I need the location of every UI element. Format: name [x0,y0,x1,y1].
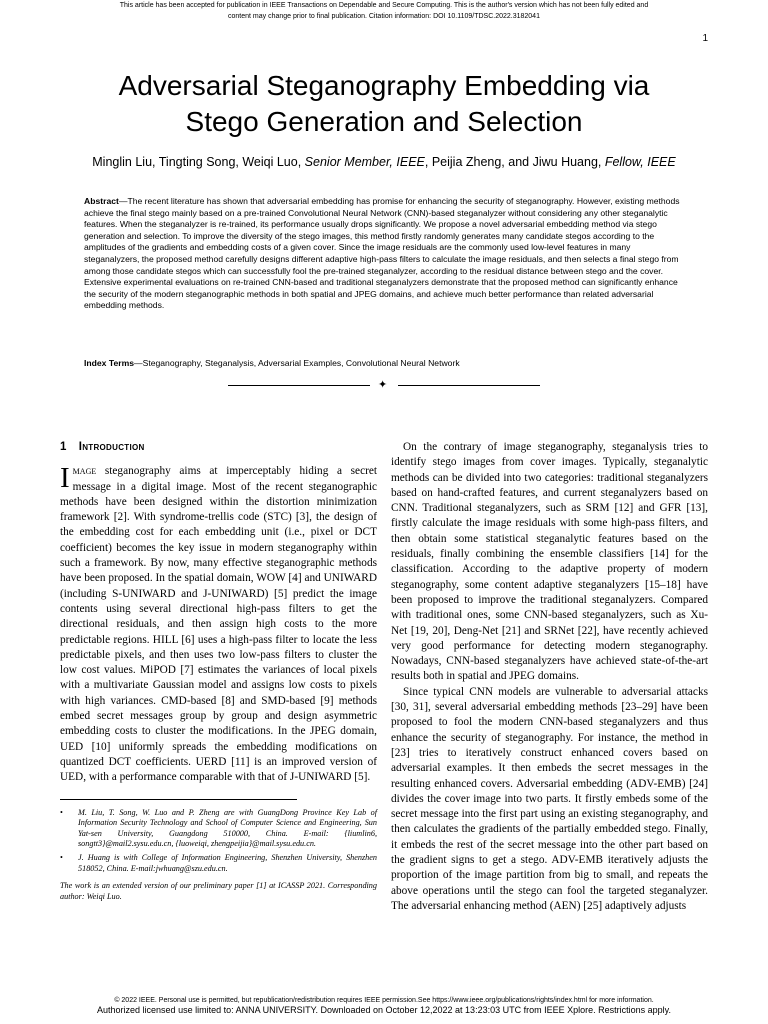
author-list [40,155,728,169]
notice-line-2: content may change prior to final publication. Citation information: DOI 10.1109/TDSC.2022.3182041 [228,13,540,20]
author-role-2: Fellow, IEEE [604,155,676,169]
abstract [84,196,684,312]
separator-line-right [398,385,540,386]
title-line-1: Adversarial Steganography Embedding via [118,70,650,101]
license-notice: Authorized licensed use limited to: ANNA UNIVERSITY. Downloaded on October 12,2022 at 13:23:03 UTC from IEEE Xplore. Restrictions apply. [97,1005,671,1015]
index-terms [84,358,684,368]
footnote-rule [60,799,297,800]
section-title: Introduction [78,441,145,453]
footnote-text-2: J. Huang is with College of Information Engineering, Shenzhen University, Shenzhen 518052, China. E-mail:jwhuang@szu.edu.cn. [78,852,377,873]
notice-line-1: This article has been accepted for publication in IEEE Transactions on Dependable and Secure Computing. This is the author's version which has not been fully edited and [119,2,649,9]
footnote-list [60,808,377,875]
intro-paragraph-1-text: steganography aims at imperceptably hiding a secret message in a digital image. Most of the recent steganographic methods have been designed within the distortion minimization framework [2]. With syndrome-trellis code (STC) [3], the design of the embedding cost for each embedding unit (i.e., pixel or DCT coefficient) becomes the key issue in modern steganography within such a framework. By now, many effective steganographic methods have been proposed. In the spatial domain, WOW [4] and UNIWARD (including S-UNIWARD and J-UNIWARD) [5] predict the image contents using several directional high-pass filters to get the directional residuals, and then assign high costs to the more predictable regions. HILL [6] uses a high-pass filter to locate the less predictable pixels, and then uses two low-pass filters to cluster the low cost values. MiPOD [7] estimates the variances of local pixels with a multivariate Gaussian model and assigns low costs to pixels with high variances. CMD-based [8] and SMD-based [9] methods embed secret messages group by group and design asymmetric embedding costs to cluster the modifications. In the JPEG domain, UED [10] uniformly spreads the embedding modifications on quantized DCT coefficients. UERD [11] is an improved version of UED, with a performance comparable with that of J-UNIWARD [5]. [60,465,377,784]
footnote-text-1: M. Liu, T. Song, W. Luo and P. Zheng are with GuangDong Province Key Lab of Information Security Technology and School of Computer Science and Engineering, Sun Yat-sen University, Guangdong 510000, China. E-mail: {liumlin6, songtt3}@mail2.sysu.edu.cn, {luoweiqi, zhengpeijia}@mail.sysu.edu.cn. [78,807,377,849]
separator-line-left [228,385,370,386]
author-role-1: Senior Member, IEEE [304,155,425,169]
abstract-label: Abstract [84,196,119,206]
intro-paragraph-2: On the contrary of image steganography, steganalysis tries to identify stego images from cover images. Typically, steganalytic methods can be divided into two categories: traditional steganalyzers based on hand-crafted features, and current steganalyzers based on CNN. Traditional steganalyzers, such as SRM [12] and GFR [13], firstly calculate the image residuals with some high-pass filters, and then obtain some statistical steganalytic features based on the residuals, finally combining the ensemble classifiers [14] for the classification. According to the adaptive property of modern steganography, some content adaptive steganalyzers [15–18] have been proposed to improve the traditional steganalyzers. Compared with traditional ones, some CNN-based steganalyzers, such as Xu-Net [19, 20], Deng-Net [21] and SRNet [22], have recently achieved very good performance for detecting modern steganography. Nowadays, CNN-based steganalyzers have achieved state-of-the-art results both in spatial and JPEG domains. [391,441,708,683]
title-line-2: Stego Generation and Selection [185,106,583,137]
page-number: 1 [702,33,708,44]
intro-paragraph-1 [60,464,377,785]
index-terms-text: —Steganography, Steganalysis, Adversarial Examples, Convolutional Neural Network [134,358,460,368]
authors-part-1: Minglin Liu, Tingting Song, Weiqi Luo, [92,155,305,169]
abstract-text: —The recent literature has shown that adversarial embedding has promise for enhancing the security of steganography. However, existing methods achieve the final stego mainly based on a pre-trained Convolutional Neural Network (CNN)-based steganalyzer without considering any other steganalytic features. When the steganalyzer is re-trained, its performance usually drops significantly. We propose a novel adversarial embedding method via stego generation and selection. To improve the diversity of the stego images, this method firstly randomly generates many candidate stegos according to the amplitudes of the gradients and embedding costs of a given cover. Since the image residuals are the commonly used low-level features in many steganalyzers, the proposed method carefully designs different adaptive high-pass filters to calculate the image residuals, and then selects a final stego from among those candidate stegos which can successfully fool the pre-trained steganalyzer, according to the residual distance between stego and the cover. Extensive experimental evaluations on re-trained CNN-based and traditional steganalyzers demonstrate that the proposed method can significantly enhance the security of the modern steganographic methods in both spatial and JPEG domains, and achieve much better performance than related adversarial embedding methods. [84,196,680,311]
paper-title [40,68,728,140]
section-separator [228,380,540,390]
section-number: 1 [60,441,67,453]
left-column [60,440,377,902]
footnote-affiliation-1 [60,808,377,850]
authors-part-2: , Peijia Zheng, and Jiwu Huang, [424,155,605,169]
separator-diamond-icon: ✦ [378,379,388,391]
bullet-icon: • [60,852,63,862]
footnote-extended-work: The work is an extended version of our preliminary paper [1] at ICASSP 2021. Corresponding author: Weiqi Luo. [60,881,377,901]
right-column [391,440,708,914]
drop-cap: I [60,462,70,495]
bullet-icon: • [60,807,63,817]
copyright-notice: © 2022 IEEE. Personal use is permitted, but republication/redistribution requires IEEE permission.See https://www.ieee.org/publications/rights/index.html for more information. [114,997,654,1004]
first-word-rest: mage [72,465,97,478]
intro-paragraph-3: Since typical CNN models are vulnerable to adversarial attacks [30, 31], several adversarial embedding methods [23–29] have been proposed to fool the modern CNN-based steganalyzers and thus enhance the security of steganography. For instance, the method in [23] tries to iteratively construct enhanced covers based on adversarial examples. It then embeds the secret messages in the resulting enhanced covers. Adversarial embedding (ADV-EMB) [24] divides the cover image into two parts. It firstly embeds some of the secret message into the first part using an existing steganography, and then calculates the gradients of the partially embedded stego. Finally, it embeds the rest of the secret message into the other part based on the gradient signs to get a stego. ADV-EMB iteratively adjusts the proportion of the image partition from big to small, and repeats the above operations until the stego can fool the targeted steganalyzer. The adversarial enhancing method (AEN) [25] adaptively adjusts [391,685,708,912]
publication-notice [0,0,768,22]
footnote-affiliation-2 [60,853,377,874]
section-heading [60,440,377,455]
index-terms-label: Index Terms [84,358,134,368]
